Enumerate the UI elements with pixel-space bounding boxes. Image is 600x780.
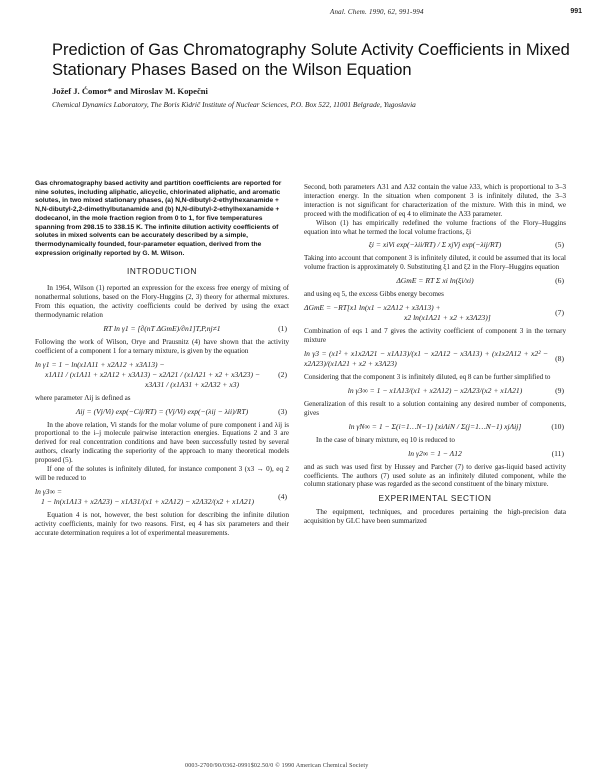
equation-number: (2) bbox=[278, 369, 287, 379]
equation-line: ln γ3∞ = bbox=[35, 486, 63, 496]
equation-9 bbox=[304, 386, 566, 396]
paragraph: Following the work of Wilson, Orye and Prausnitz (4) have shown that the activity coefficient of a component 1 for a ternary mixture, is given by the equation bbox=[35, 337, 289, 355]
equation-6 bbox=[304, 276, 566, 286]
paragraph: In the case of binary mixture, eq 10 is reduced to bbox=[316, 435, 455, 444]
paragraph: The equipment, techniques, and procedures pertaining the high-precision data acquisition by GLC have been summarized bbox=[304, 508, 566, 526]
equation-number: (4) bbox=[278, 491, 287, 501]
equation-text: Λij = (Vj/Vi) exp(−Cij/RT) = (Vj/Vi) exp(−(λij − λii)/RT) bbox=[75, 406, 249, 416]
equation-number: (8) bbox=[555, 353, 564, 363]
equation-line: x2 ln(x1Λ21 + x2 + x3Λ23)] bbox=[404, 313, 491, 323]
equation-number: (3) bbox=[278, 406, 287, 416]
paragraph: Considering that the component 3 is infinitely diluted, eq 8 can be further simplified to bbox=[304, 372, 551, 381]
equation-line: 1 − ln(x1Λ13 + x2Λ23) − x1Λ31/(x1 + x2Λ12) − x2Λ32/(x2 + x1Λ21) bbox=[41, 496, 255, 506]
paragraph: where parameter Λij is defined as bbox=[35, 393, 131, 402]
equation-text: ln γN∞ = 1 − Σ(i=1…N−1) [xiΛiN / Σ(j=1…N−1) xjΛij] bbox=[348, 421, 522, 431]
equation-number: (1) bbox=[278, 323, 287, 333]
footer-copyright: 0003-2700/90/0362-0991$02.50/0 © 1990 American Chemical Society bbox=[185, 763, 369, 769]
equation-number: (6) bbox=[555, 276, 564, 286]
equation-text: RT ln γ1 = [∂(nT ΔGmE)/∂n1]T,P,nj≠1 bbox=[103, 323, 221, 333]
equation-2 bbox=[35, 360, 289, 390]
equation-line: ln γ1 = 1 − ln(x1Λ11 + x2Λ12 + x3Λ13) − bbox=[35, 359, 165, 369]
introduction-heading: INTRODUCTION bbox=[127, 267, 197, 277]
equation-number: (5) bbox=[555, 240, 564, 250]
equation-line: x3Λ31 / (x1Λ31 + x2Λ32 + x3) bbox=[145, 379, 240, 389]
page-number: 991 bbox=[570, 8, 582, 15]
equation-line: x1Λ11 / (x1Λ11 + x2Λ12 + x3Λ13) − x2Λ21 / (x1Λ21 + x2 + x3Λ23) − bbox=[45, 369, 261, 379]
paragraph: Generalization of this result to a solution containing any desired number of components, gives bbox=[304, 399, 566, 417]
equation-10 bbox=[304, 422, 566, 432]
affiliation: Chemical Dynamics Laboratory, The Boris Kidrič Institute of Nuclear Sciences, P.O. Box 522, 11001 Belgrade, Yugoslavia bbox=[52, 100, 416, 109]
equation-11 bbox=[304, 449, 566, 459]
paragraph: and using eq 5, the excess Gibbs energy becomes bbox=[304, 290, 444, 299]
paragraph: Wilson (1) has empirically redefined the volume fractions of the Flory–Huggins equation into what he termed the local volume fractions, ξi bbox=[304, 218, 566, 236]
equation-text: ΔGmE = RT Σ xi ln(ξi/xi) bbox=[396, 276, 474, 286]
experimental-heading: EXPERIMENTAL SECTION bbox=[378, 494, 492, 504]
paragraph: If one of the solutes is infinitely diluted, for instance component 3 (x3 → 0), eq 2 will be reduced to bbox=[35, 465, 289, 483]
paragraph: Combination of eqs 1 and 7 gives the activity coefficient of component 3 in the ternary mixture bbox=[304, 327, 566, 345]
equation-7 bbox=[304, 303, 566, 323]
equation-text: ln γ2∞ = 1 − Λ12 bbox=[408, 448, 462, 458]
equation-number: (11) bbox=[551, 448, 564, 458]
equation-number: (7) bbox=[555, 308, 564, 318]
equation-8 bbox=[304, 349, 566, 369]
equation-1 bbox=[35, 324, 289, 334]
equation-line: ΔGmE = −RT[x1 ln(x1 − x2Λ12 + x3Λ13) + bbox=[304, 303, 441, 313]
abstract: Gas chromatography based activity and partition coefficients are reported for nine solutes, including aliphatic, alicyclic, chlorinated aliphatic, and aromatic solutes, in two mixed stationary phases, (a) N,N-dibutyl-2-ethylhexanamide + N,N-dibutyl-2,2-dimethylbutanamide and (b) N,N-dibutyl-2-ethylhexanamide + dodecanol, in the mole fraction region from 0 to 1, for five temperatures spanning from 298.15 to 338.15 K. The infinite dilution activity coefficients of solutes in mixed solvents can be accurately described by a simple, thermodynamically founded, four-parameter equation, derived from the expression originally reported by G. M. Wilson. bbox=[35, 180, 282, 257]
paragraph: Second, both parameters Λ31 and Λ32 contain the value λ33, which is proportional to 3–3 interaction energy. In the situation when component 3 is infinitely diluted, the 3–3 interaction is not significant for characterization of the mixture. With this in mind, we proceed with the modification of eq 4 to eliminate the Λ33 parameter. bbox=[304, 183, 566, 218]
running-head: Anal. Chem. 1990, 62, 991-994 bbox=[330, 8, 424, 16]
equation-5 bbox=[304, 240, 566, 250]
paragraph: In 1964, Wilson (1) reported an expression for the excess free energy of mixing of nonathermal solutions, based on the Flory-Huggins (2, 3) theory for athermal mixtures. From this equation, the activity coefficients could be derived by using the exact thermodynamic relation bbox=[35, 284, 289, 319]
left-column bbox=[35, 180, 289, 538]
paragraph: Taking into account that component 3 is infinitely diluted, it could be assumed that its local volume fraction is approximately 0. Substituting ξ1 and ξ2 in the Flory–Huggins equation bbox=[304, 254, 566, 272]
equation-4 bbox=[35, 487, 289, 507]
equation-number: (9) bbox=[555, 385, 564, 395]
paragraph: In the above relation, Vi stands for the molar volume of pure component i and λij is proportional to the i–j molecule pairwise interaction energies. Equations 2 and 3 are derived for real concentration conditions and have been successfully tested by several authors, clearly indicating the superiority of the approach to many theoretical models proposed (5). bbox=[35, 420, 289, 465]
paragraph: Equation 4 is not, however, the best solution for describing the infinite dilution activity coefficients, mainly for two reasons. First, eq 4 has six parameters and their accurate determination requires a lot of experimental measurements. bbox=[35, 510, 289, 537]
equation-line: ln γ3 = (x1² + x1x2Λ21 − x1Λ13)/(x1 − x2Λ12 − x3Λ13) + (x1x2Λ12 + x2² − x2Λ23)/(x1Λ21 + x2 + x3Λ23) bbox=[304, 348, 548, 368]
authors: Jožef J. Ćomor* and Miroslav M. Kopečni bbox=[52, 86, 208, 96]
equation-3 bbox=[35, 407, 289, 417]
right-column bbox=[304, 183, 566, 526]
equation-number: (10) bbox=[551, 421, 564, 431]
article-title: Prediction of Gas Chromatography Solute Activity Coefficients in Mixed Stationary Phases Based on the Wilson Equation bbox=[52, 41, 570, 79]
equation-text: ln γ3∞ = 1 − x1Λ13/(x1 + x2Λ12) − x2Λ23/(x2 + x1Λ21) bbox=[347, 385, 523, 395]
equation-text: ξi = xiVi exp(−λii/RT) / Σ xjVj exp(−λij/RT) bbox=[368, 240, 502, 250]
paragraph: and as such was used first by Hussey and Parcher (7) to derive gas-liquid based activity coefficients. The authors (7) used solute as an infinitely diluted component, while the column stationary phase was regarded as the second constituent of the binary mixture. bbox=[304, 462, 566, 489]
